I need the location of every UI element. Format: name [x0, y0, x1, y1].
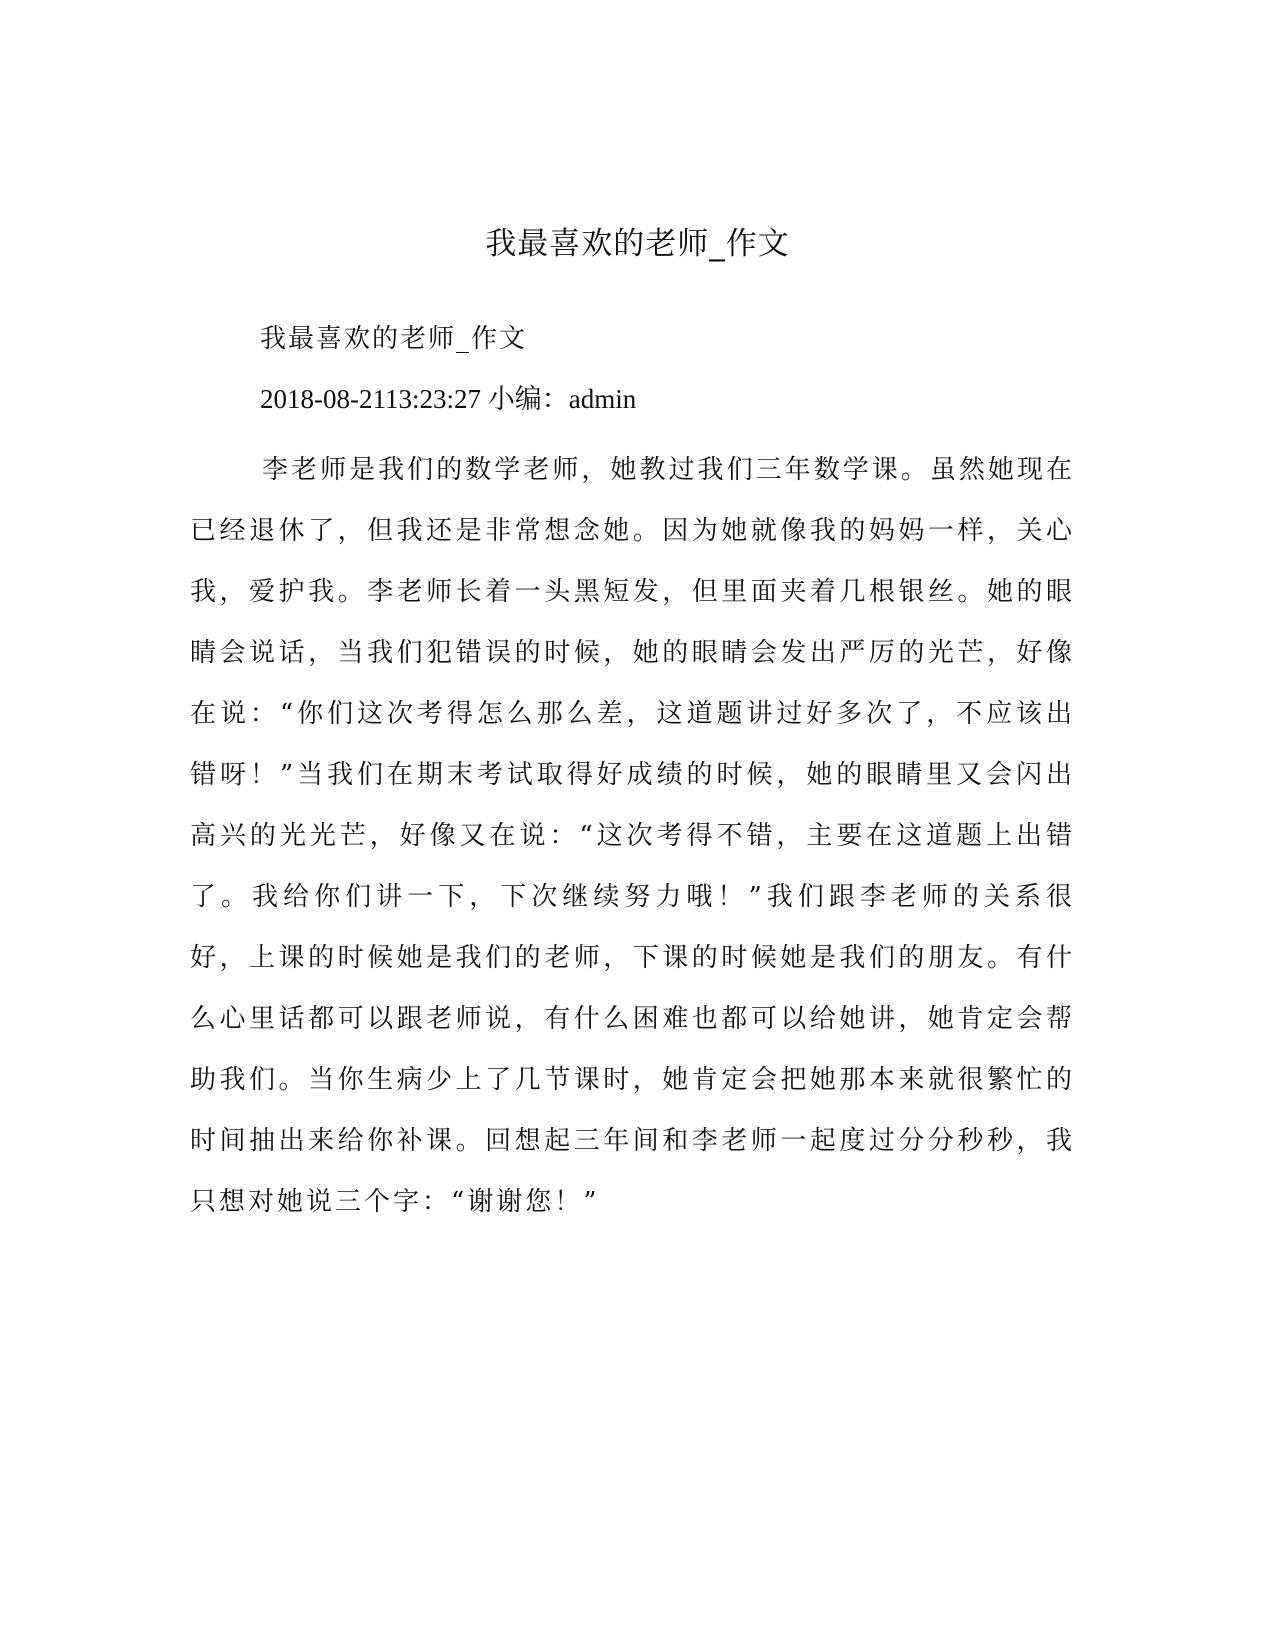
document-content: [190, 320, 1075, 1233]
document-title: 我最喜欢的老师_作文: [485, 225, 790, 262]
article-meta: 2018-08-2113:23:27 小编：admin: [260, 384, 637, 414]
article-subtitle: 我最喜欢的老师_作文: [260, 324, 528, 354]
article-body-paragraph: 李老师是我们的数学老师，她教过我们三年数学课。虽然她现在已经退休了，但我还是非常想念她。因为她就像我的妈妈一样，关心我，爱护我。李老师长着一头黑短发，但里面夹着几根银丝。她的眼睛会说话，当我们犯错误的时候，她的眼睛会发出严厉的光芒，好像在说：“你们这次考得怎么那么差，这道题讲过好多次了，不应该出错呀！”当我们在期末考试取得好成绩的时候，她的眼睛里又会闪出高兴的光光芒，好像又在说：“这次考得不错，主要在这道题上出错了。我给你们讲一下，下次继续努力哦！”我们跟李老师的关系很好，上课的时候她是我们的老师，下课的时候她是我们的朋友。有什么心里话都可以跟老师说，有什么困难也都可以给她讲，她肯定会帮助我们。当你生病少上了几节课时，她肯定会把她那本来就很繁忙的时间抽出来给你补课。回想起三年间和李老师一起度过分分秒秒，我只想对她说三个字：“谢谢您！”: [190, 455, 1075, 1217]
